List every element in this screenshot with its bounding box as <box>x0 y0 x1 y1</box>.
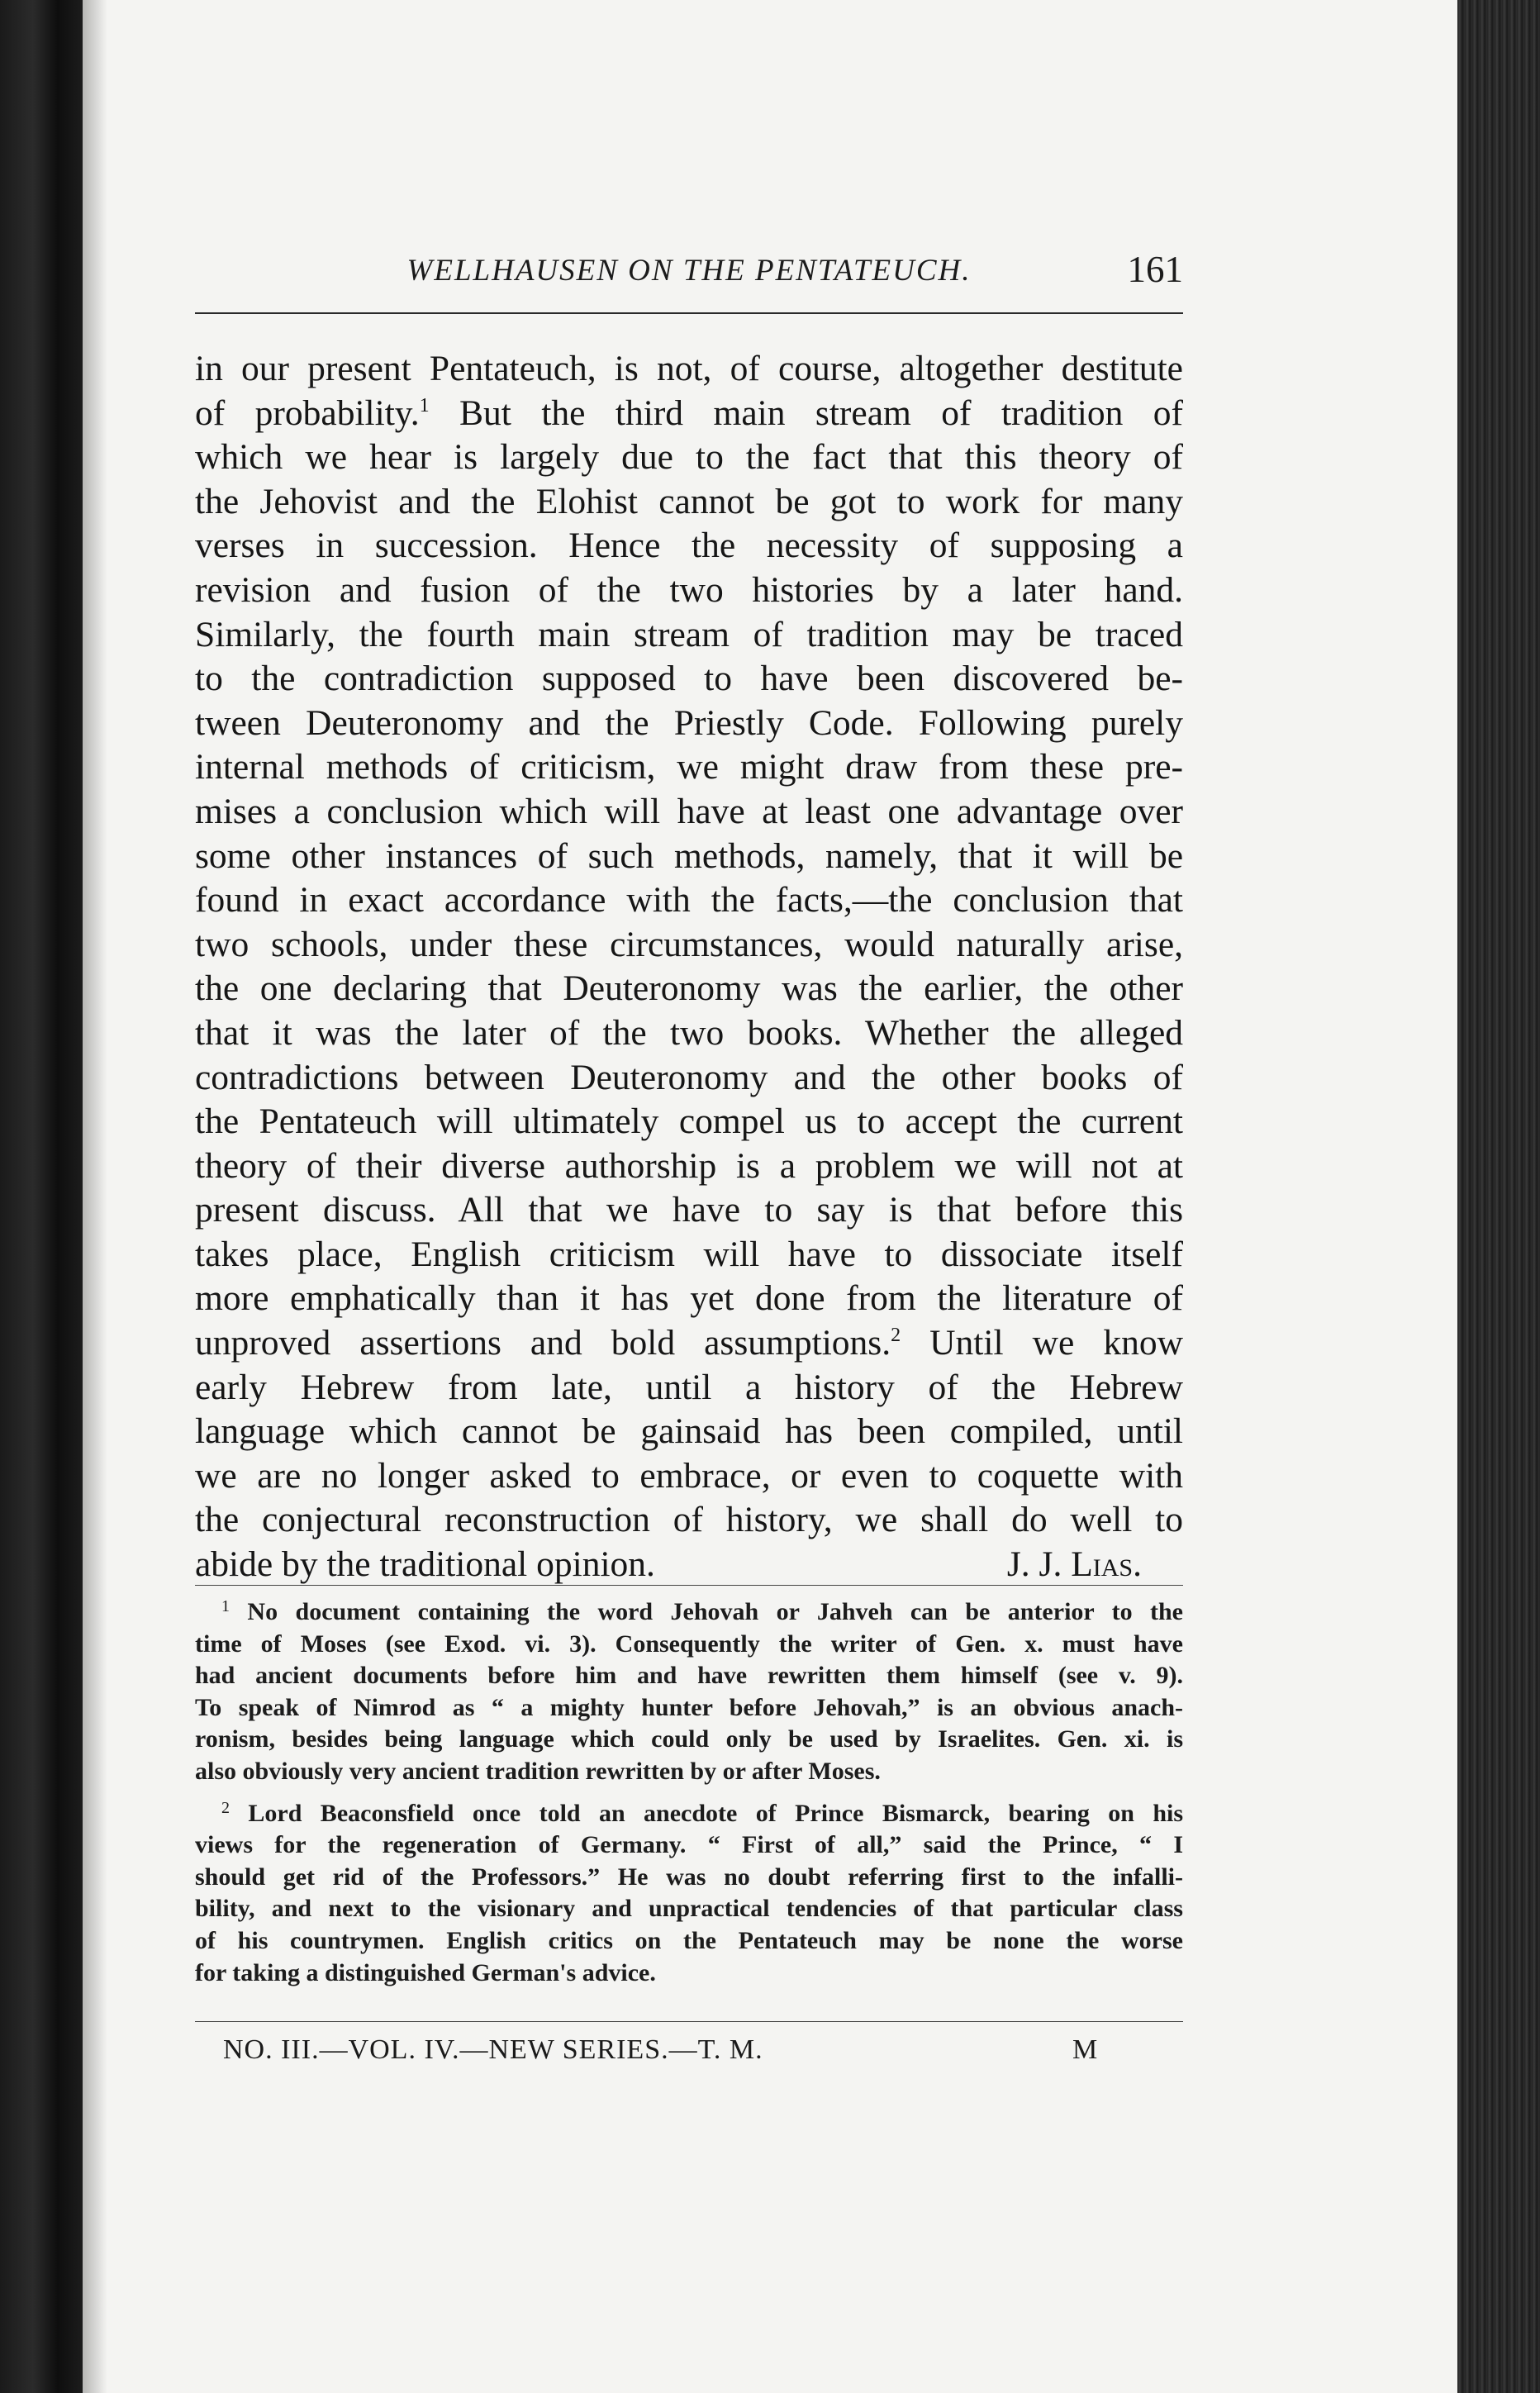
body-line-text: Until we know <box>929 1323 1183 1363</box>
footnote-2-marker: 2 <box>221 1798 230 1817</box>
body-line: we are no longer asked to embrace, or even to coquette with <box>195 1455 1183 1496</box>
footnote-ref-2[interactable]: 2 <box>891 1325 901 1347</box>
footnote-1-line <box>195 1596 1183 1629</box>
body-line: early Hebrew from late, until a history of the Hebrew <box>195 1367 1183 1407</box>
footnote-rule <box>195 1585 1183 1586</box>
body-line: Similarly, the fourth main stream of tradition may be traced <box>195 614 1183 654</box>
body-line: in our present Pentateuch, is not, of course, altogether destitute <box>195 349 1183 388</box>
body-line: mises a conclusion which will have at least one advantage over <box>195 791 1183 831</box>
body-line: internal methods of criticism, we might draw from these pre- <box>195 747 1183 787</box>
footnote-ref-1[interactable]: 1 <box>419 394 430 416</box>
body-line <box>195 1321 1183 1366</box>
body-text <box>195 347 1183 1587</box>
body-line: theory of their diverse authorship is a problem we will not at <box>195 1145 1183 1186</box>
page-number: 161 <box>1127 249 1183 290</box>
body-line: found in exact accordance with the facts,—the conclusion that <box>195 880 1183 921</box>
printer-signature-line: NO. III.—VOL. IV.—NEW SERIES.—T. M. <box>223 2034 763 2065</box>
author-signature: J. J. Lias. <box>1006 1544 1142 1585</box>
body-line: present discuss. All that we have to say is that before this <box>195 1190 1183 1230</box>
footnote-1-line: ronism, besides being language which could only be used by Israelites. Gen. xi. is <box>195 1725 1183 1753</box>
footnote-2-line: of his countrymen. English critics on the Pentateuch may be none the worse <box>195 1926 1183 1954</box>
body-line: the Jehovist and the Elohist cannot be got to work for many <box>195 481 1183 521</box>
footnotes <box>195 1596 1183 1989</box>
body-line: more emphatically than it has yet done from the literature of <box>195 1278 1183 1319</box>
footnote-1-line: time of Moses (see Exod. vi. 3). Consequently the writer of Gen. x. must have <box>195 1629 1183 1658</box>
body-line: the conjectural reconstruction of history, we shall do well to <box>195 1500 1183 1540</box>
body-line <box>195 392 1183 436</box>
body-line: two schools, under these circumstances, would naturally arise, <box>195 924 1183 964</box>
body-line: revision and fusion of the two histories by a later hand. <box>195 569 1183 610</box>
footnote-1-line: had ancient documents before him and have rewritten them himself (see v. 9). <box>195 1662 1183 1690</box>
body-line: takes place, English criticism will have to dissociate itself <box>195 1234 1183 1274</box>
footnote-text: Lord Beaconsfield once told an anecdote of Prince Bismarck, bearing on his <box>248 1799 1184 1827</box>
printer-signature-letter: M <box>1072 2034 1098 2065</box>
body-line: verses in succession. Hence the necessity of supposing a <box>195 526 1183 566</box>
body-line-text: abide by the traditional opinion. <box>195 1544 655 1585</box>
footnote-text: No document containing the word Jehovah or Jahveh can be anterior to the <box>247 1598 1183 1625</box>
footnote-1-line: To speak of Nimrod as “ a mighty hunter before Jehovah,” is an obvious anach- <box>195 1693 1183 1721</box>
body-line: which we hear is largely due to the fact that this theory of <box>195 437 1183 478</box>
closing-line <box>195 1543 1183 1587</box>
body-line: that it was the later of the two books. Whether the alleged <box>195 1012 1183 1053</box>
body-line: the one declaring that Deuteronomy was the earlier, the other <box>195 968 1183 1009</box>
body-line-text: unproved assertions and bold assumptions. <box>195 1323 891 1363</box>
body-line: the Pentateuch will ultimately compel us to accept the current <box>195 1101 1183 1142</box>
footnote-1-marker: 1 <box>221 1597 230 1615</box>
running-header <box>195 248 1183 301</box>
body-line: language which cannot be gainsaid has been compiled, until <box>195 1411 1183 1452</box>
footnote-2-line: should get rid of the Professors.” He was no doubt referring first to the infalli- <box>195 1863 1183 1891</box>
footnote-2-line: views for the regeneration of Germany. “ First of all,” said the Prince, “ I <box>195 1831 1183 1859</box>
body-line: contradictions between Deuteronomy and the other books of <box>195 1057 1183 1097</box>
body-line: some other instances of such methods, namely, that it will be <box>195 835 1183 876</box>
footnote-2-line <box>195 1798 1183 1830</box>
body-line-text: But the third main stream of tradition of <box>459 392 1184 433</box>
footnote-2-line: bility, and next to the visionary and unpractical tendencies of that particular class <box>195 1895 1183 1923</box>
running-title: WELLHAUSEN ON THE PENTATEUCH. <box>406 254 972 288</box>
body-line: to the contradiction supposed to have been discovered be- <box>195 659 1183 699</box>
body-line: tween Deuteronomy and the Priestly Code. Following purely <box>195 702 1183 743</box>
book-spine-left <box>0 0 83 2393</box>
body-line-text: of probability. <box>195 392 420 433</box>
book-page-edges-right <box>1457 0 1540 2393</box>
footnote-2-line: for taking a distinguished German's advice. <box>195 1958 656 1986</box>
page-gutter-shadow <box>83 0 107 2393</box>
signature-rule <box>195 2021 1183 2022</box>
header-rule <box>195 312 1183 314</box>
footnote-1-line: also obviously very ancient tradition rewritten by or after Moses. <box>195 1757 881 1785</box>
